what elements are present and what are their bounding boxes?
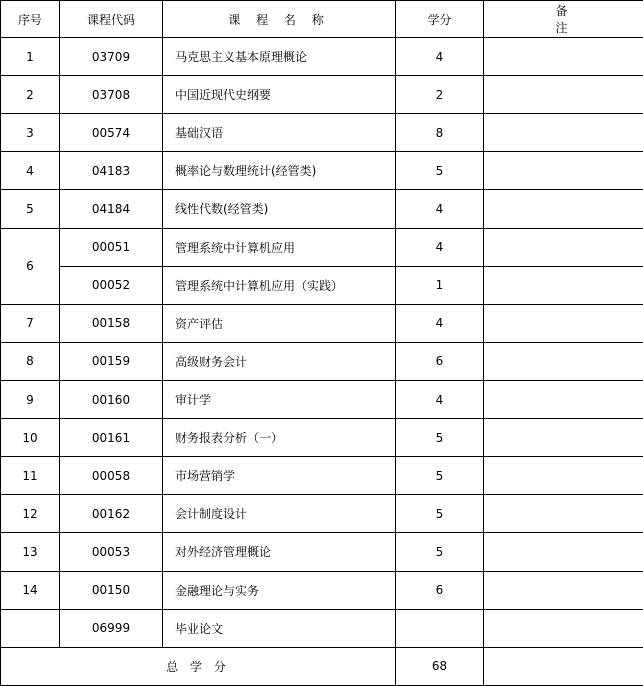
name-cell: 基础汉语 (163, 114, 396, 152)
code-cell: 00574 (60, 114, 163, 152)
table-row (1, 266, 643, 304)
name-cell: 毕业论文 (163, 609, 396, 647)
name-cell: 高级财务会计 (163, 342, 396, 380)
name-cell: 管理系统中计算机应用 (163, 228, 396, 266)
table-row (1, 342, 643, 380)
name-cell: 金融理论与实务 (163, 571, 396, 609)
seq-cell: 9 (1, 380, 60, 418)
code-cell: 03708 (60, 76, 163, 114)
code-cell: 04183 (60, 152, 163, 190)
table-row (1, 571, 643, 609)
credit-cell: 5 (396, 152, 484, 190)
seq-cell: 1 (1, 38, 60, 76)
name-cell: 管理系统中计算机应用（实践） (163, 266, 396, 304)
name-cell: 会计制度设计 (163, 495, 396, 533)
table-row (1, 76, 643, 114)
code-cell: 00160 (60, 380, 163, 418)
total-label: 总 学 分 (1, 647, 396, 685)
header-seq: 序号 (1, 1, 60, 38)
total-value: 68 (396, 647, 484, 685)
remark-cell (484, 533, 643, 571)
code-cell: 00159 (60, 342, 163, 380)
table-row (1, 152, 643, 190)
table-row (1, 533, 643, 571)
credit-cell: 5 (396, 533, 484, 571)
credit-cell: 6 (396, 342, 484, 380)
credit-cell: 2 (396, 76, 484, 114)
code-cell: 00161 (60, 419, 163, 457)
header-remark: 备 注 (484, 1, 643, 38)
table-row (1, 457, 643, 495)
remark-cell (484, 380, 643, 418)
remark-cell (484, 609, 643, 647)
table-row (1, 114, 643, 152)
seq-cell: 8 (1, 342, 60, 380)
seq-cell: 4 (1, 152, 60, 190)
seq-cell: 6 (1, 228, 60, 304)
header-name: 课 程 名 称 (163, 1, 396, 38)
name-cell: 马克思主义基本原理概论 (163, 38, 396, 76)
header-row (1, 1, 643, 38)
seq-cell: 2 (1, 76, 60, 114)
remark-cell (484, 419, 643, 457)
remark-cell (484, 304, 643, 342)
code-cell: 00162 (60, 495, 163, 533)
remark-cell (484, 190, 643, 228)
table-row (1, 228, 643, 266)
credit-cell: 4 (396, 38, 484, 76)
name-cell: 线性代数(经管类) (163, 190, 396, 228)
credit-cell: 4 (396, 190, 484, 228)
credit-cell: 1 (396, 266, 484, 304)
table-row (1, 304, 643, 342)
name-cell: 概率论与数理统计(经管类) (163, 152, 396, 190)
name-cell: 市场营销学 (163, 457, 396, 495)
code-cell: 04184 (60, 190, 163, 228)
credit-cell: 4 (396, 304, 484, 342)
credit-cell: 4 (396, 380, 484, 418)
remark-cell (484, 114, 643, 152)
seq-cell: 11 (1, 457, 60, 495)
remark-cell (484, 38, 643, 76)
remark-cell (484, 266, 643, 304)
table-row (1, 190, 643, 228)
credit-cell: 6 (396, 571, 484, 609)
seq-cell: 13 (1, 533, 60, 571)
seq-cell: 12 (1, 495, 60, 533)
remark-cell (484, 495, 643, 533)
name-cell: 财务报表分析（一） (163, 419, 396, 457)
code-cell: 00158 (60, 304, 163, 342)
code-cell: 00058 (60, 457, 163, 495)
name-cell: 资产评估 (163, 304, 396, 342)
credit-cell (396, 609, 484, 647)
remark-cell (484, 228, 643, 266)
seq-cell: 14 (1, 571, 60, 609)
credit-cell: 5 (396, 457, 484, 495)
table-row (1, 609, 643, 647)
remark-cell (484, 76, 643, 114)
credit-cell: 4 (396, 228, 484, 266)
remark-cell (484, 457, 643, 495)
header-code: 课程代码 (60, 1, 163, 38)
name-cell: 对外经济管理概论 (163, 533, 396, 571)
remark-cell (484, 342, 643, 380)
seq-cell: 7 (1, 304, 60, 342)
seq-cell: 10 (1, 419, 60, 457)
credit-cell: 8 (396, 114, 484, 152)
table-row (1, 419, 643, 457)
code-cell: 00052 (60, 266, 163, 304)
credit-cell: 5 (396, 419, 484, 457)
credit-cell: 5 (396, 495, 484, 533)
code-cell: 00150 (60, 571, 163, 609)
table-row (1, 495, 643, 533)
remark-cell (484, 152, 643, 190)
table-row (1, 380, 643, 418)
name-cell: 审计学 (163, 380, 396, 418)
code-cell: 06999 (60, 609, 163, 647)
remark-cell (484, 571, 643, 609)
seq-cell (1, 609, 60, 647)
remark-cell (484, 647, 643, 685)
code-cell: 03709 (60, 38, 163, 76)
total-row (1, 647, 643, 685)
seq-cell: 3 (1, 114, 60, 152)
code-cell: 00053 (60, 533, 163, 571)
code-cell: 00051 (60, 228, 163, 266)
name-cell: 中国近现代史纲要 (163, 76, 396, 114)
header-credit: 学分 (396, 1, 484, 38)
table-row (1, 38, 643, 76)
seq-cell: 5 (1, 190, 60, 228)
